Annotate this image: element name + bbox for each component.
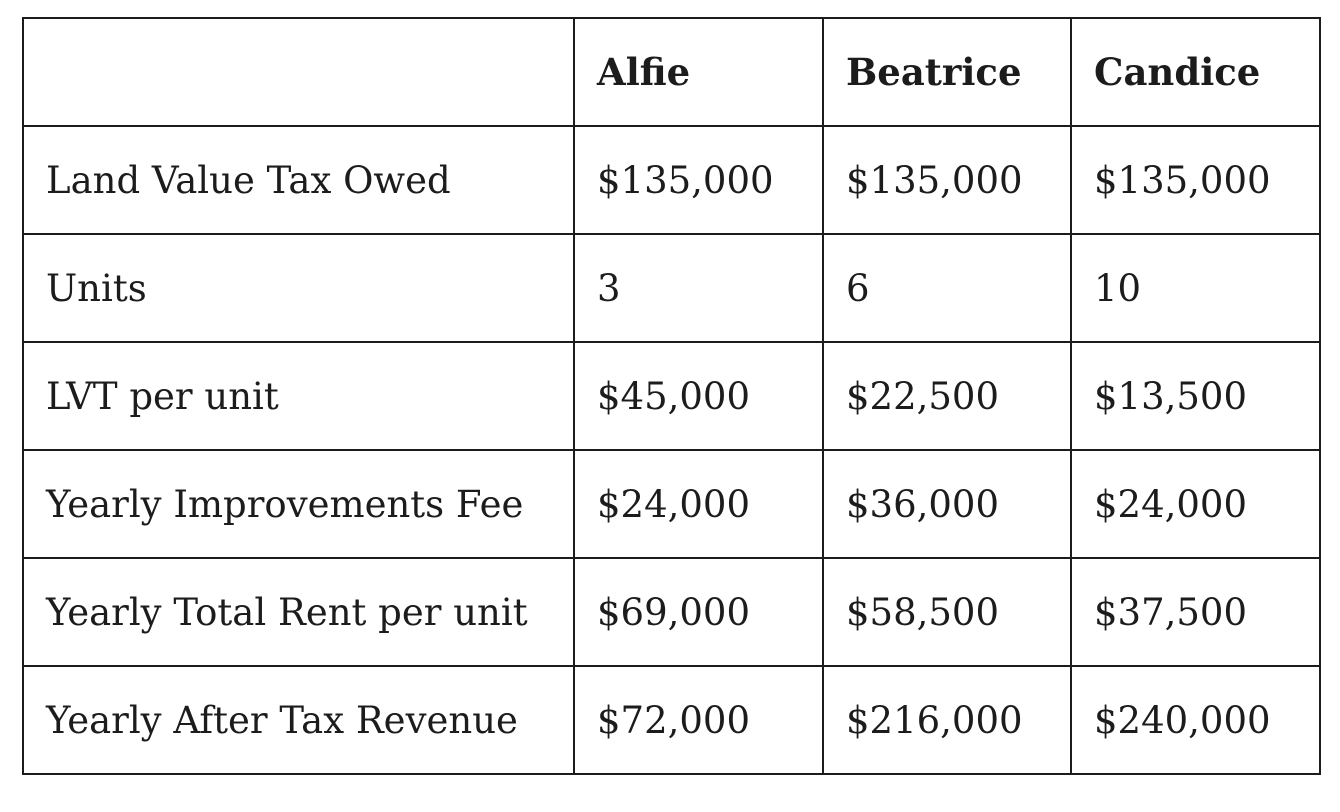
cell-candice: $240,000 xyxy=(1071,666,1320,774)
cell-candice: $24,000 xyxy=(1071,450,1320,558)
table-row xyxy=(23,234,1320,342)
row-label: Yearly Total Rent per unit xyxy=(23,558,574,666)
cell-alfie: $45,000 xyxy=(574,342,823,450)
cell-alfie: 3 xyxy=(574,234,823,342)
header-candice: Candice xyxy=(1071,18,1320,126)
cell-alfie: $69,000 xyxy=(574,558,823,666)
header-empty-cell xyxy=(23,18,574,126)
row-label: Land Value Tax Owed xyxy=(23,126,574,234)
row-label: Yearly After Tax Revenue xyxy=(23,666,574,774)
table-row xyxy=(23,342,1320,450)
comparison-table-container xyxy=(22,17,1321,775)
row-label: LVT per unit xyxy=(23,342,574,450)
cell-beatrice: $135,000 xyxy=(823,126,1071,234)
header-beatrice: Beatrice xyxy=(823,18,1071,126)
cell-alfie: $135,000 xyxy=(574,126,823,234)
table-row xyxy=(23,450,1320,558)
row-label: Units xyxy=(23,234,574,342)
cell-beatrice: $22,500 xyxy=(823,342,1071,450)
table-row xyxy=(23,126,1320,234)
header-alfie: Alfie xyxy=(574,18,823,126)
table-row xyxy=(23,558,1320,666)
row-label: Yearly Improvements Fee xyxy=(23,450,574,558)
cell-candice: 10 xyxy=(1071,234,1320,342)
cell-beatrice: 6 xyxy=(823,234,1071,342)
cell-alfie: $24,000 xyxy=(574,450,823,558)
cell-candice: $135,000 xyxy=(1071,126,1320,234)
cell-alfie: $72,000 xyxy=(574,666,823,774)
cell-beatrice: $36,000 xyxy=(823,450,1071,558)
cell-candice: $13,500 xyxy=(1071,342,1320,450)
cell-beatrice: $58,500 xyxy=(823,558,1071,666)
table-header-row xyxy=(23,18,1320,126)
table-row xyxy=(23,666,1320,774)
cell-beatrice: $216,000 xyxy=(823,666,1071,774)
cell-candice: $37,500 xyxy=(1071,558,1320,666)
lvt-comparison-table xyxy=(22,17,1321,775)
